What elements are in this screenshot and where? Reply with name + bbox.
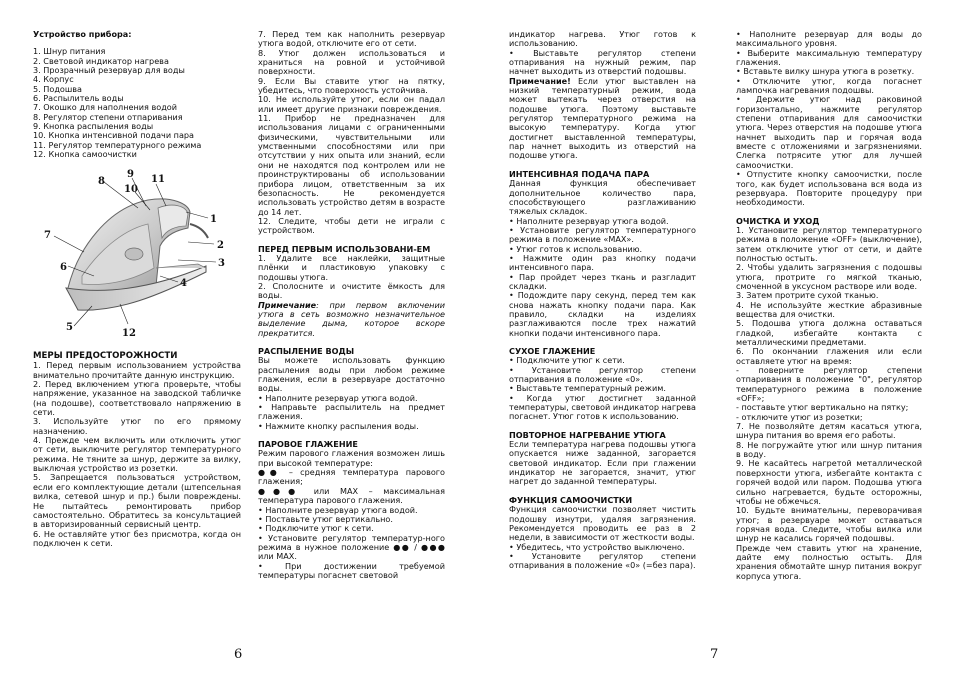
- paragraph: 4. Не используйте жесткие абразивные вещества для очистки.: [736, 299, 922, 319]
- paragraph: 1. Установите регулятор температурного режима в положение «OFF» (выключение), затем отключите утюг от сети, и дайте полностью остыть.: [736, 224, 922, 263]
- list-item: • Нажмите один раз кнопку подачи интенсивного пара.: [509, 252, 696, 273]
- list-item: • Выставьте регулятор степени отпаривания на нужный режим, пар начнет выходить из отверстий подошвы.: [509, 47, 696, 77]
- paragraph: 10. Не используйте утюг, если он падал или имеет другие признаки повреждения.: [258, 94, 445, 114]
- dry-title: СУХОЕ ГЛАЖЕНИЕ: [509, 346, 596, 356]
- list-item: • Утюг готов к использованию.: [509, 243, 643, 254]
- note-text: : при первом включении утюга в сеть возможно незначительное выделение дыма, которое вскоре прекратится.: [258, 299, 445, 338]
- list-item: 7. Окошко для наполнения водой: [33, 102, 177, 113]
- list-item: • Установите регулятор степени отпаривания в положение «0».: [509, 364, 696, 385]
- label-10: 10: [124, 184, 138, 195]
- list-item: 3. Прозрачный резервуар для воды: [33, 65, 185, 76]
- reheat-title: ПОВТОРНОЕ НАГРЕВАНИЕ УТЮГА: [509, 429, 666, 440]
- device-title: Устройство прибора:: [33, 29, 132, 39]
- paragraph: 5. Запрещается пользоваться устройством, если его комплектующие детали (штепсельная вилка, сетевой шнур и пр.) были повреждены. Не пытайтесь ремонтировать прибор самостоятельно. Обратитесь за консультацией в авторизированный сервисный центр.: [33, 472, 241, 530]
- list-item: • Поставьте утюг вертикально.: [258, 513, 393, 524]
- paragraph: 12. Следите, чтобы дети не играли с устройством.: [258, 215, 445, 236]
- paragraph: 2. Перед включением утюга проверьте, чтобы напряжение, указанное на заводской табличке (на подошве), соответствовало напряжению в сети.: [33, 379, 241, 418]
- list-item: • При достижении требуемой температуры погаснет световой: [258, 560, 445, 580]
- note-label: Примечание!: [509, 75, 571, 86]
- paragraph: Функция самоочистки позволяет чистить подошву изнутри, удаляя загрязнения. Рекомендуется проводить ее раз в 2 недели, в зависимости от жесткости воды.: [509, 504, 696, 543]
- paragraph: Режим парового глажения возможен лишь при высокой температуре:: [258, 448, 445, 468]
- paragraph: 1. Удалите все наклейки, защитные плёнки и пластиковую упаковку с подошвы утюга.: [258, 252, 445, 282]
- paragraph: 8. Утюг должен использоваться и храниться на ровной и устойчивой поверхности.: [258, 47, 445, 77]
- column-2: [258, 30, 445, 580]
- page-number-right: 7: [710, 647, 719, 662]
- column-4: [736, 30, 922, 581]
- burst-title: ИНТЕНСИВНАЯ ПОДАЧА ПАРА: [509, 168, 650, 179]
- list-item: • Наполните резервуар утюга водой.: [258, 392, 418, 403]
- first-use-title: ПЕРЕД ПЕРВЫМ ИСПОЛЬЗОВАНИ-ЕМ: [258, 243, 431, 254]
- paragraph: - отключите утюг из розетки;: [736, 411, 863, 422]
- paragraph: ●●● или MAX – максимальная температура парового глажения.: [258, 485, 445, 506]
- page-number-left: 6: [234, 647, 243, 662]
- paragraph: 2. Чтобы удалить загрязнения с подошвы утюга, протрите го мягкой тканью, смоченной в уксусном растворе или воде.: [736, 262, 922, 291]
- paragraph: индикатор нагрева. Утюг готов к использованию.: [509, 29, 696, 49]
- list-item: 10. Кнопка интенсивной подачи пара: [33, 130, 195, 141]
- label-3: 3: [218, 258, 225, 269]
- paragraph: ●● – средняя температура парового глажения;: [258, 467, 445, 487]
- list-item: 12. Кнопка самоочистки: [33, 149, 137, 160]
- label-6: 6: [60, 262, 67, 273]
- list-item: • Направьте распылитель на предмет глажения.: [258, 402, 445, 422]
- list-item: • Наполните резервуар утюга водой.: [509, 215, 669, 226]
- paragraph: - поставьте утюг вертикально на пятку;: [736, 402, 909, 413]
- list-item: • Выберите максимальную температуру глажения.: [736, 47, 922, 68]
- list-item: 6. Распылитель воды: [33, 93, 124, 104]
- paragraph: 7. Перед тем как наполнить резервуар утюга водой, отключите его от сети.: [258, 29, 445, 49]
- list-item: • Подключите утюг к сети.: [509, 355, 625, 366]
- list-item: • Установите регулятор температур-ного режима в нужное положение ●● / ●●● или MAX.: [258, 532, 445, 562]
- label-5: 5: [66, 322, 73, 333]
- paragraph: 11. Прибор не предназначен для использования лицами с ограниченными физическими, чувствительными или умственными способностями или при отсутствии у них опыта или знаний, если они не находятся под контролем или не проинструктированы об использовании прибора лицом, ответственным за их безопасность. Не рекомендуется использовать устройство детям в возрасте до 14 лет.: [258, 113, 445, 217]
- list-item: 5. Подошва: [33, 83, 83, 94]
- paragraph: 5. Подошва утюга должна оставаться гладкой, избегайте контакта с металлическими предметами.: [736, 318, 922, 347]
- paragraph: 7. Не позволяйте детям касаться утюга, шнура питания во время его работы.: [736, 421, 922, 441]
- list-item: 9. Кнопка распыления воды: [33, 121, 154, 132]
- list-item: 11. Регулятор температурного режима: [33, 139, 202, 150]
- paragraph: 3. Используйте утюг по его прямому назначению.: [33, 416, 241, 436]
- spray-title: РАСПЫЛЕНИЕ ВОДЫ: [258, 346, 355, 356]
- label-2: 2: [217, 240, 224, 251]
- paragraph: Вы можете использовать функцию распыления воды при любом режиме глажения, если в резервуаре достаточно воды.: [258, 355, 445, 394]
- label-11: 11: [151, 174, 165, 185]
- paragraph: 4. Прежде чем включить или отключить утюг от сети, выключите регулятор температурного режима. Не тяните за шнур, держите за вилку, выключая устройство из розетки.: [33, 435, 241, 474]
- paragraph: Если температура нагрева подошвы утюга опускается ниже заданной, загорается световой индикатор. Если при глажении индикатор не загорается, значит, утюг нагрет до заданной температуры.: [509, 439, 696, 487]
- paragraph: 10. Будьте внимательны, переворачивая утюг; в резервуаре может оставаться горячая вода. Следите, чтобы вилка или шнур не касались горячей подошвы.: [736, 505, 922, 544]
- list-item: • Пар пройдет через ткань и разгладит складки.: [509, 271, 696, 291]
- list-item: • Подключите утюг к сети.: [258, 523, 374, 534]
- list-item: • Отпустите кнопку самоочистки, после того, как будет использована вся вода из резервуара. Повторите процедуру при необходимости.: [736, 169, 922, 208]
- list-item: • Отключите утюг, когда погаснет лампочка нагревания подошвы.: [736, 75, 922, 96]
- list-item: 1. Шнур питания: [33, 46, 106, 57]
- paragraph: 6. По окончании глажения или если оставляете утюг на время:: [736, 346, 922, 366]
- label-1: 1: [210, 214, 217, 225]
- care-title: ОЧИСТКА И УХОД: [736, 215, 820, 226]
- paragraph: 9. Если Вы ставите утюг на пятку, убедитесь, что поверхность устойчива.: [258, 75, 445, 96]
- paragraph: - поверните регулятор степени отпаривания в положение "0", регулятор температурного режима в положение «OFF»;: [736, 365, 922, 404]
- label-7: 7: [44, 230, 51, 241]
- label-12: 12: [122, 328, 136, 339]
- list-item: • Установите регулятор степени отпаривания в положение «0» (=без пара).: [509, 550, 696, 571]
- list-item: • Нажмите кнопку распыления воды.: [258, 420, 419, 431]
- paragraph: 9. Не касайтесь нагретой металлической поверхности утюга, избегайте контакта с горячей водой или паром. Подошва утюга сильно нагревается, будьте осторожны, чтобы не обжечься.: [736, 458, 922, 506]
- parts-list: [33, 47, 241, 159]
- list-item: • Выставьте температурный режим.: [509, 383, 666, 394]
- steam-title: ПАРОВОЕ ГЛАЖЕНИЕ: [258, 439, 358, 450]
- self-clean-title: ФУНКЦИЯ САМООЧИСТКИ: [509, 494, 633, 505]
- note-text: Если утюг выставлен на низкий температурный режим, вода может вытекать через отверстия на подошве утюга. Поэтому выставьте регулятор температурного режима на высокую температуру. Когда утюг достигнет выставленной температуры, пар начнет выходить из отверстий на подошве утюга.: [509, 75, 696, 161]
- label-8: 8: [98, 176, 105, 187]
- iron-diagram: [38, 168, 234, 350]
- column-1: [33, 30, 241, 159]
- paragraph: 3. Затем протрите сухой тканью.: [736, 290, 879, 301]
- note: [258, 301, 445, 338]
- list-item: • Когда утюг достигнет заданной температуры, световой индикатор нагрева погаснет. Утюг готов к использованию.: [509, 392, 696, 422]
- list-item: • Подождите пару секунд, перед тем как снова нажать кнопку подачи пара. Как правило, складки на изделиях разглаживаются после трех нажатий кнопки подачи интенсивного пара.: [509, 290, 696, 338]
- list-item: 2. Световой индикатор нагрева: [33, 55, 169, 66]
- paragraph: 1. Перед первым использованием устройства внимательно прочитайте данную инструкцию.: [33, 360, 241, 380]
- list-item: • Наполните резервуар утюга водой.: [258, 504, 418, 515]
- list-item: • Вставьте вилку шнура утюга в розетку.: [736, 66, 915, 77]
- safety-title: МЕРЫ ПРЕДОСТОРОЖНОСТИ: [33, 351, 178, 361]
- list-item: 8. Регулятор степени отпаривания: [33, 111, 183, 122]
- list-item: • Наполните резервуар для воды до максимального уровня.: [736, 29, 922, 49]
- paragraph: 8. Не погружайте утюг или шнур питания в воду.: [736, 439, 922, 460]
- label-9: 9: [127, 169, 134, 180]
- list-item: • Держите утюг над раковиной горизонтально, нажмите регулятор степени отпаривания для самоочистки утюга. Через отверстия на подошве утюга начнет выходить пар и горячая вода вместе с отложениями и загрязнениями. Слегка потрясите утюг для лучшей самоочистки.: [736, 94, 922, 170]
- column-3: [509, 30, 696, 571]
- note-label: Примечание: [258, 299, 317, 310]
- safety-section-1: [33, 352, 241, 548]
- list-item: • Установите регулятор температурного режима в положение «MAX».: [509, 224, 696, 245]
- note: [509, 77, 696, 161]
- label-4: 4: [180, 278, 187, 289]
- list-item: 4. Корпус: [33, 74, 74, 85]
- list-item: • Убедитесь, что устройство выключено.: [509, 541, 685, 552]
- paragraph: Прежде чем ставить утюг на хранение, дайте ему полностью остыть. Для хранения обмотайте шнур питания вокруг корпуса утюга.: [736, 542, 922, 581]
- paragraph: 2. Сполосните и очистите ёмкость для воды.: [258, 280, 445, 301]
- paragraph: 6. Не оставляйте утюг без присмотра, когда он подключен к сети.: [33, 528, 241, 548]
- paragraph: Данная функция обеспечивает дополнительное количество пара, способствующего разглаживанию тяжелых складок.: [509, 178, 696, 217]
